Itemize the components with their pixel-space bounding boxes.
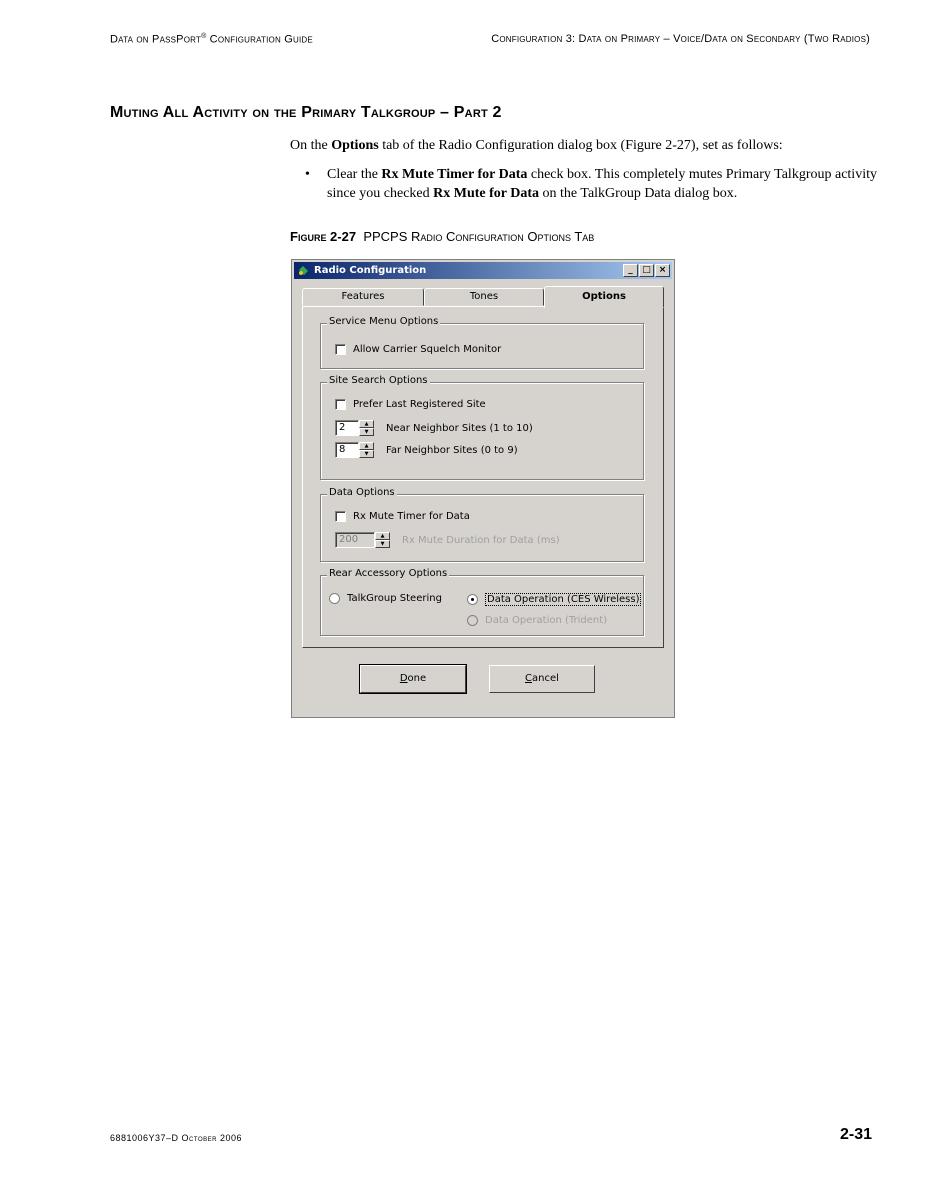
cancel-button[interactable]: Cancel [489,665,595,693]
tab-features[interactable]: Features [302,288,424,306]
radio-configuration-dialog [291,259,675,718]
radio-button[interactable] [467,594,478,605]
data-ces-label: Data Operation (CES Wireless) [487,594,640,605]
tab-strip [302,286,666,306]
data-trident-label: Data Operation (Trident) [485,615,608,626]
spin-up-icon[interactable]: ▲ [359,420,374,428]
rx-mute-timer-label: Rx Mute Timer for Data [353,511,470,522]
site-search-group [320,375,644,480]
spin-down-icon[interactable]: ▼ [359,450,374,458]
far-neighbor-input[interactable]: 8 [335,442,359,458]
radio-button [467,615,478,626]
talkgroup-steering-label: TalkGroup Steering [347,593,442,604]
near-neighbor-row [335,420,533,436]
service-menu-title: Service Menu Options [329,316,439,327]
rear-accessory-title: Rear Accessory Options [329,568,448,579]
bullet-symbol: • [305,167,310,182]
near-neighbor-label: Near Neighbor Sites (1 to 10) [386,422,533,434]
section-title: Muting All Activity on the Primary Talkgroup – Part 2 [110,104,502,121]
service-menu-group [320,316,644,369]
radio-button[interactable] [329,593,340,604]
done-button[interactable]: Done [360,665,466,693]
data-trident-radio [467,615,607,626]
allow-carrier-label: Allow Carrier Squelch Monitor [353,344,502,355]
running-header-right: Configuration 3: Data on Primary – Voice/Data on Secondary (Two Radios) [491,33,870,45]
prefer-last-checkbox[interactable] [335,399,486,410]
app-icon [297,264,310,277]
site-search-title: Site Search Options [329,375,428,386]
tab-options[interactable]: Options [544,286,664,308]
talkgroup-steering-radio[interactable] [329,593,442,604]
data-options-title: Data Options [329,487,395,498]
figure-caption: Figure 2-27 PPCPS Radio Configuration Options Tab [290,229,595,244]
intro-paragraph: On the Options tab of the Radio Configuration dialog box (Figure 2-27), set as follows: [290,138,783,153]
bullet-item [305,165,880,203]
rx-mute-timer-checkbox[interactable] [335,511,470,522]
spin-down-icon[interactable]: ▼ [359,428,374,436]
far-neighbor-row [335,442,518,458]
data-options-group [320,487,644,562]
data-ces-radio[interactable] [467,593,641,606]
bullet-text: Clear the Rx Mute Timer for Data check box. This completely mutes Primary Talkgroup activity since you checked Rx Mute for Data on the TalkGroup Data dialog box. [327,167,877,201]
checkbox-box[interactable] [335,344,346,355]
checkbox-box[interactable] [335,511,346,522]
dialog-titlebar [294,262,672,279]
maximize-button[interactable]: □ [639,264,654,277]
rx-mute-duration-input: 200 [335,532,375,548]
tab-tones[interactable]: Tones [424,288,544,306]
footer-doc-id: 6881006Y37–D October 2006 [110,1133,242,1143]
close-button[interactable]: × [655,264,670,277]
page-number: 2-31 [839,1126,872,1143]
near-neighbor-input[interactable]: 2 [335,420,359,436]
options-panel [302,306,664,648]
far-neighbor-label: Far Neighbor Sites (0 to 9) [386,444,518,456]
rear-accessory-group [320,568,644,636]
spin-down-icon: ▼ [375,540,390,548]
running-header-left: Data on PassPort® Configuration Guide [110,33,313,46]
minimize-button[interactable]: _ [623,264,638,277]
spin-up-icon[interactable]: ▲ [359,442,374,450]
dialog-title: Radio Configuration [314,265,427,276]
spin-up-icon: ▲ [375,532,390,540]
allow-carrier-checkbox[interactable] [335,344,501,355]
rx-mute-duration-row [335,532,560,548]
rx-mute-duration-label: Rx Mute Duration for Data (ms) [402,534,560,546]
checkbox-box[interactable] [335,399,346,410]
prefer-last-label: Prefer Last Registered Site [353,399,486,410]
